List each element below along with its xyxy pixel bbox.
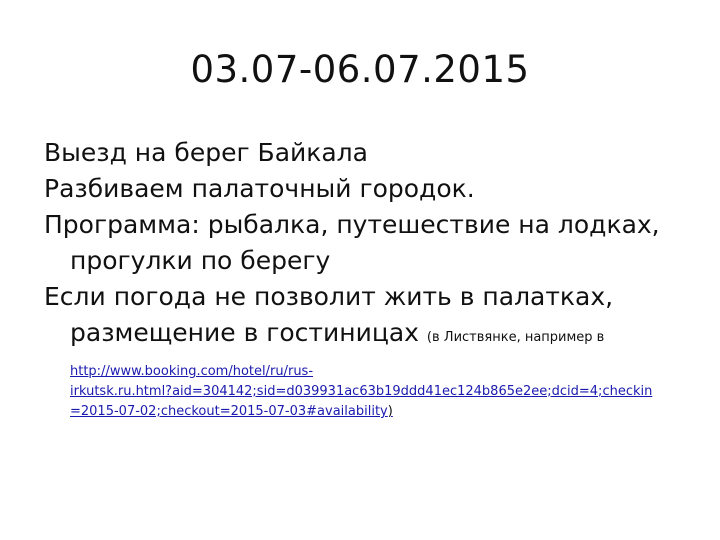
- slide-body: [44, 135, 694, 422]
- bullet-item-4: [44, 279, 694, 356]
- note-prefix: (в Листвянке, например в: [426, 330, 605, 345]
- hotel-link-line-3-text[interactable]: =2015-07-02;checkout=2015-07-03#availability: [70, 404, 388, 419]
- note-suffix: ): [387, 404, 393, 419]
- slide-title: 03.07-06.07.2015: [190, 48, 530, 91]
- bullet-item-2: Разбиваем палаточный городок.: [44, 174, 475, 203]
- hotel-link-line-3[interactable]: [70, 402, 694, 422]
- hotel-link-line-1[interactable]: http://www.booking.com/hotel/ru/rus-: [70, 364, 314, 379]
- bullet-item-4-text: Если погода не позволит жить в палатках, размещение в гостиницах: [44, 282, 614, 347]
- hotel-link-line-2[interactable]: irkutsk.ru.html?aid=304142;sid=d039931ac63b19ddd41ec124b865e2ee;dcid=4;checkin: [70, 384, 653, 399]
- bullet-item-3: Программа: рыбалка, путешествие на лодках, прогулки по берегу: [44, 210, 660, 275]
- bullet-item-1: Выезд на берег Байкала: [44, 138, 368, 167]
- hotel-link-block: [44, 362, 694, 422]
